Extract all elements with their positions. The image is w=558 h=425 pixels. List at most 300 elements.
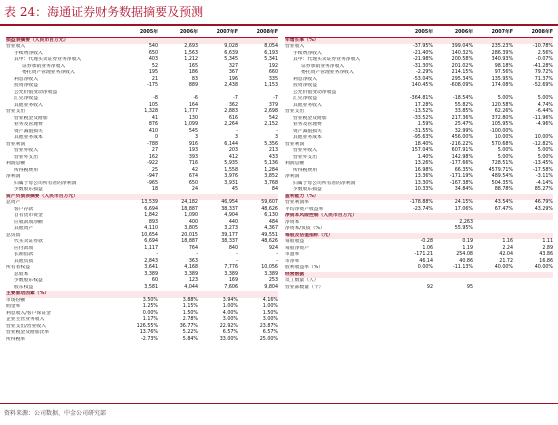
row-label: 自有货币资金 <box>14 213 43 218</box>
row-value: 52 <box>151 63 158 69</box>
row-value: -10.78% <box>532 44 553 49</box>
row-value: 1.16 <box>502 239 513 244</box>
row-label: 净资本 <box>285 219 300 225</box>
row-value: - <box>276 128 278 134</box>
row-value: 10.00% <box>534 135 553 140</box>
row-value: 3,976 <box>224 174 238 179</box>
row-label: 净利润 <box>285 174 300 179</box>
row-value: 253 <box>268 278 278 283</box>
column-header: 2006年 <box>179 30 198 35</box>
row-value: -4.14% <box>536 180 553 186</box>
row-value: 3,389 <box>264 271 278 277</box>
row-label: 每股及估值指标（元） <box>285 232 333 238</box>
row-label: 营业利润 <box>6 141 26 147</box>
row-value: 34.84% <box>454 187 473 192</box>
row-label: 其他业务成本 <box>14 135 43 140</box>
row-value: 162 <box>148 154 158 160</box>
row-value: 363 <box>188 258 198 264</box>
row-value: 42 <box>191 167 198 173</box>
row-value: -167.38% <box>449 180 473 186</box>
row-value: 1,090 <box>184 213 198 218</box>
row-label: 员工数量（人） <box>285 278 319 283</box>
row-value: -608.09% <box>449 83 473 88</box>
row-value: - <box>276 258 278 264</box>
row-value: 540 <box>148 44 158 49</box>
row-label: 总股本 <box>14 271 29 277</box>
row-value: 203 <box>228 148 238 153</box>
row-value: 0.00% <box>417 265 433 270</box>
row-value: 55.95% <box>454 226 473 231</box>
row-value: 1.00% <box>262 304 278 309</box>
row-value: 410 <box>148 128 158 134</box>
row-value: 1.50% <box>182 310 198 316</box>
row-label: 投资净收益 <box>293 83 317 88</box>
row-label: 企业主营业务收入 <box>6 317 45 322</box>
row-value: 33.85% <box>454 109 473 114</box>
row-value: 201.02% <box>451 63 473 69</box>
row-value: 1.25% <box>142 304 158 309</box>
row-value: 5,136 <box>264 161 278 166</box>
row-value: 367 <box>228 70 238 75</box>
row-value: -3.11% <box>536 174 553 179</box>
row-value: 1,842 <box>144 213 158 218</box>
row-value: 916 <box>188 141 198 147</box>
row-value: 16.86 <box>539 258 553 264</box>
row-value: -31.55% <box>412 128 433 134</box>
row-value: -23.74% <box>412 206 433 212</box>
row-value: 399.04% <box>451 44 473 49</box>
row-value: 1.00% <box>222 304 238 309</box>
row-value: 7,606 <box>224 284 238 290</box>
row-label: 利息净收入 <box>293 76 317 82</box>
row-label: 公允价值变动净收益 <box>14 89 58 95</box>
row-value: 372.80% <box>491 115 513 121</box>
row-value: 42.04 <box>499 252 513 257</box>
row-value: -922 <box>147 161 158 166</box>
row-value: 43.54% <box>494 200 513 205</box>
row-value: -788 <box>147 141 158 147</box>
row-value: 18,887 <box>181 239 198 244</box>
row-value: 4,904 <box>224 213 238 218</box>
row-value: 140.45% <box>411 83 433 88</box>
row-value: -0.07% <box>536 57 553 62</box>
row-value: 130 <box>188 115 198 121</box>
row-label: 资产减值损失 <box>293 128 322 134</box>
row-label: 所有者权益 <box>6 265 30 270</box>
row-value: 616 <box>228 115 238 121</box>
source-note: 资料来源：公司数据、中金公司研究部 <box>4 410 107 417</box>
table-header <box>285 30 553 38</box>
row-value: 3,931 <box>224 180 238 186</box>
row-value: 27 <box>151 148 158 153</box>
row-value: 2.89 <box>542 245 553 251</box>
row-value: -947 <box>147 174 158 179</box>
row-value: 4579.71% <box>488 167 513 173</box>
row-value: 3,581 <box>144 284 158 290</box>
row-value: -11.96% <box>532 115 553 121</box>
row-value: 142.98% <box>451 154 473 160</box>
row-value: 570.68% <box>491 141 513 147</box>
row-label: 营业收入 <box>285 44 305 49</box>
row-value: 105 <box>148 102 158 108</box>
row-value: 13.30% <box>414 180 433 186</box>
row-value: 10,056 <box>261 265 278 270</box>
row-label: 其他业务成本 <box>293 135 322 140</box>
row-value: 5,345 <box>224 57 238 62</box>
row-value: 5.22% <box>182 330 198 335</box>
row-value: 25.00% <box>259 336 278 342</box>
row-value: 174.08% <box>491 83 513 88</box>
row-value: -7 <box>273 96 278 101</box>
row-value: -178.88% <box>409 200 433 205</box>
row-value: 13.76% <box>139 330 158 335</box>
financial-summary-right-panel <box>285 30 553 291</box>
row-value: 876 <box>148 122 158 127</box>
row-value: 13,539 <box>141 200 158 205</box>
column-header: 2005年 <box>414 30 433 35</box>
row-value: -13.52% <box>412 109 433 114</box>
row-value: 24.15% <box>454 200 473 205</box>
row-label: 所得税费用 <box>14 167 38 173</box>
row-value: 2.56% <box>537 50 553 56</box>
row-value: 24,182 <box>181 200 198 205</box>
row-label: 主要驱动因素（%） <box>6 291 50 296</box>
row-value: 6,694 <box>144 239 158 244</box>
row-label: 平均净资产收益率 <box>285 206 324 212</box>
row-value: 6,144 <box>224 141 238 147</box>
row-value: 45 <box>231 187 238 192</box>
row-label: 营业外收入 <box>293 148 317 153</box>
row-value: 186 <box>188 70 198 75</box>
row-value: 169 <box>228 278 238 283</box>
row-label: 净资本/负债（%） <box>285 226 325 231</box>
bottom-divider <box>0 403 558 404</box>
row-label: 业务及管理费 <box>14 122 43 127</box>
row-value: 192 <box>268 63 278 69</box>
row-value: 3,852 <box>264 174 278 179</box>
row-value: 3.00% <box>262 317 278 322</box>
row-value: 214.15% <box>451 70 473 75</box>
row-value: 2,693 <box>184 44 198 49</box>
row-value: 16.98% <box>414 167 433 173</box>
row-label: 营业收入 <box>6 44 26 49</box>
row-value: 18 <box>151 187 158 192</box>
row-label: 经营数据 <box>285 271 305 277</box>
row-label: 盈利能力（%） <box>285 193 319 199</box>
row-value: 49,551 <box>261 232 278 238</box>
row-value: 660 <box>268 70 278 75</box>
row-value: -37.95% <box>412 44 433 49</box>
row-value: 88.78% <box>494 187 513 192</box>
row-value: 3,768 <box>264 180 278 186</box>
row-label: 营业支出 <box>285 109 305 114</box>
row-value: 5.84% <box>182 336 198 342</box>
row-value: 41 <box>151 115 158 121</box>
row-value: 5,935 <box>224 161 238 166</box>
row-value: 10.33% <box>414 187 433 192</box>
row-value: 3.50% <box>142 297 158 303</box>
row-label: 净资本风险控制（人民币百万元） <box>285 213 357 218</box>
row-value: 4,044 <box>184 284 198 290</box>
top-divider <box>0 24 558 26</box>
row-value: 1.40% <box>417 154 433 160</box>
row-label: 应付款项 <box>14 245 34 251</box>
row-value: 1,284 <box>264 167 278 173</box>
row-value: 6.57% <box>222 330 238 335</box>
row-label: 业务及管理费 <box>293 122 322 127</box>
row-label: 委托资产管理业务净收入 <box>22 70 75 75</box>
row-value: 650 <box>188 180 198 186</box>
row-label: 手续费净收入 <box>293 50 322 56</box>
row-value: -18.54% <box>452 96 473 101</box>
row-label: 所得税费用 <box>293 167 317 173</box>
row-value: 25.47% <box>454 122 473 127</box>
row-value: 5,341 <box>264 57 278 62</box>
row-value: -965 <box>147 180 158 186</box>
row-value: 4.74% <box>537 102 553 108</box>
row-value: 504.35% <box>491 180 513 186</box>
row-value: 105.95% <box>491 122 513 127</box>
row-label: 资产负债表摘要（人民币百万元） <box>6 193 78 199</box>
row-value: -216.22% <box>449 141 473 147</box>
row-label: 利润总额 <box>6 161 26 166</box>
row-value: 254.08 <box>456 252 473 257</box>
row-value: 1,117 <box>144 245 158 251</box>
row-value: 46,954 <box>221 200 238 205</box>
row-value: 340.93% <box>491 57 513 62</box>
row-value: 126.55% <box>136 323 158 329</box>
row-value: -7 <box>233 96 238 101</box>
column-header: 2007年F <box>216 30 238 35</box>
row-label: 手续费净收入 <box>14 50 43 56</box>
row-value: 48,626 <box>261 206 278 212</box>
row-value: 84 <box>271 187 278 192</box>
row-value: 3,389 <box>144 271 158 277</box>
row-value: 38,337 <box>221 239 238 244</box>
row-value: 25 <box>151 167 158 173</box>
row-value: -11.13% <box>452 265 473 270</box>
row-value: -0.28 <box>420 239 433 244</box>
row-value: 18,887 <box>181 206 198 212</box>
row-value: 60 <box>151 278 158 283</box>
row-label: 佣金率 <box>6 304 21 309</box>
row-value: 22.92% <box>219 323 238 329</box>
row-label: 营业外收入 <box>14 148 38 153</box>
row-value: 286.39% <box>491 50 513 56</box>
row-value: -6 <box>193 96 198 101</box>
row-value: 2,263 <box>459 219 473 225</box>
row-value: 1,777 <box>184 109 198 114</box>
row-value: 165 <box>188 63 198 69</box>
row-value: 400 <box>188 219 198 225</box>
row-value: 5.00% <box>537 96 553 101</box>
row-value: 55.82% <box>454 102 473 108</box>
row-value: 5.00% <box>537 148 553 153</box>
row-value: 3 <box>194 135 198 140</box>
row-label: 市盈率 <box>285 252 300 257</box>
row-value: 5,356 <box>264 141 278 147</box>
row-value: -4.96% <box>536 122 553 127</box>
row-value: -175 <box>147 83 158 88</box>
row-value: 924 <box>268 245 278 251</box>
row-value: -53.04% <box>412 76 433 82</box>
row-label: 营业利润率 <box>285 200 309 205</box>
table-row <box>285 285 553 292</box>
row-value: 542 <box>268 115 278 121</box>
row-value: 9,028 <box>224 44 238 49</box>
row-label: 营业税金及附加 <box>14 115 48 121</box>
row-value: 716 <box>188 161 198 166</box>
row-value: 43.29% <box>534 206 553 212</box>
row-value: 3.94% <box>222 297 238 303</box>
row-value: 403 <box>148 57 158 62</box>
row-value: 2,883 <box>224 109 238 114</box>
row-label: 营业利润 <box>285 141 305 147</box>
row-value: 1.11 <box>542 239 553 244</box>
row-label: 代买卖证券款 <box>14 239 43 244</box>
row-label: 归属于母公司所有者的净利润 <box>293 180 356 186</box>
row-value: 674 <box>188 174 198 179</box>
row-value: 456.00% <box>451 135 473 140</box>
row-value: 200.58% <box>451 57 473 62</box>
row-value: 6,639 <box>224 50 238 56</box>
row-label: 少数股东损益 <box>14 187 43 192</box>
row-label: 少数股东损益 <box>293 187 322 192</box>
row-value: - <box>236 252 238 257</box>
row-value: 39,177 <box>221 232 238 238</box>
row-value: -171.19% <box>449 174 473 179</box>
row-value: 1,558 <box>224 167 238 173</box>
row-value: 43.86 <box>539 252 553 257</box>
row-label: 营业支出 <box>6 109 26 114</box>
row-value: 217.36% <box>451 115 473 121</box>
row-value: 48,626 <box>261 239 278 244</box>
row-value: 95 <box>466 284 473 290</box>
row-value: 13.36% <box>414 174 433 179</box>
row-value: 71.37% <box>534 76 553 82</box>
row-value: 6,193 <box>264 50 278 56</box>
financial-summary-left-panel <box>6 30 278 343</box>
row-label: 委托资产管理业务净收入 <box>301 70 354 75</box>
row-label: 其中：代理买卖证券业务净收入 <box>14 57 82 62</box>
row-value: 32.99% <box>454 128 473 134</box>
row-value: 6.57% <box>262 330 278 335</box>
row-label: 长期借款 <box>14 252 34 257</box>
row-label: 利息收入/客户保证金 <box>6 310 51 316</box>
row-label: 营业支出/营业收入 <box>6 323 46 329</box>
row-value: -13.45% <box>532 161 553 166</box>
row-value: 46.79% <box>534 200 553 205</box>
row-value: 362 <box>228 102 238 108</box>
row-label: 汇兑净收益 <box>14 96 38 101</box>
row-label: 其中：代理买卖证券业务净收入 <box>293 57 361 62</box>
row-value: 545 <box>188 128 198 134</box>
row-value: 98.18% <box>494 63 513 69</box>
row-value: 379 <box>268 102 278 108</box>
column-header: 2007年F <box>491 30 513 35</box>
row-value: 33.00% <box>219 336 238 342</box>
row-value: 5.00% <box>497 154 513 160</box>
row-value: 135.95% <box>491 76 513 82</box>
row-value: 327 <box>228 63 238 69</box>
row-value <box>473 285 513 292</box>
row-value: 650 <box>148 50 158 56</box>
row-label: 市场份额 <box>6 297 26 303</box>
row-value: - <box>156 252 158 257</box>
row-value: 24 <box>191 187 198 192</box>
row-value: 67.47% <box>494 206 513 212</box>
row-value: 97.56% <box>494 70 513 75</box>
header-spacer <box>285 30 393 37</box>
page-title: 表 24：海通证券财务数据摘要及预测 <box>4 5 204 19</box>
row-value: 2,264 <box>224 122 238 127</box>
row-label: 公允价值变动净收益 <box>293 89 337 95</box>
row-value: 20,015 <box>181 232 198 238</box>
row-value: -8 <box>153 96 158 101</box>
row-value: 164 <box>188 102 198 108</box>
row-label: 总资产 <box>6 200 21 205</box>
row-value: 92 <box>426 284 433 290</box>
row-value: 196 <box>228 76 238 82</box>
row-value: 4.16% <box>262 297 278 303</box>
row-value: 85.27% <box>534 187 553 192</box>
row-value: -52.69% <box>532 83 553 88</box>
row-value: - <box>236 128 238 134</box>
row-value: 40.00% <box>534 265 553 270</box>
row-value: 66.35% <box>454 167 473 173</box>
row-value: 3,273 <box>224 226 238 231</box>
row-label: 净利润 <box>6 174 21 179</box>
row-label: 其他业务收入 <box>293 102 322 108</box>
row-value: 2,438 <box>224 83 238 88</box>
row-value: 3,389 <box>184 271 198 277</box>
row-value: 5.00% <box>497 148 513 153</box>
table-header <box>6 30 278 38</box>
row-value: 17.28% <box>414 102 433 108</box>
row-value: -100.00% <box>489 128 513 134</box>
row-value: 412 <box>228 154 238 160</box>
row-value: 59,607 <box>261 200 278 205</box>
column-header: 2006年 <box>454 30 473 35</box>
row-value: 1,328 <box>144 109 158 114</box>
row-value: 335 <box>268 76 278 82</box>
row-value: 1,212 <box>184 57 198 62</box>
row-value: -171.21 <box>414 252 433 257</box>
row-value: -177.66% <box>449 161 473 166</box>
row-value: 21.72 <box>499 258 513 264</box>
row-value: 79.72% <box>534 70 553 75</box>
row-value: 4.00% <box>222 310 238 316</box>
row-value: 889 <box>188 83 198 88</box>
row-value: 607.91% <box>451 148 473 153</box>
row-value: 1,099 <box>184 122 198 127</box>
row-value: 489.54% <box>491 174 513 179</box>
row-value: -21.40% <box>412 50 433 56</box>
row-value: -33.52% <box>412 115 433 121</box>
row-value: 5.00% <box>537 154 553 160</box>
row-value: 1.15% <box>182 304 198 309</box>
row-value: 3 <box>234 135 238 140</box>
row-value: 38,337 <box>221 206 238 212</box>
row-value: 123 <box>188 278 198 283</box>
row-label: 营业外支出 <box>293 154 317 160</box>
row-value: 3.00% <box>222 317 238 322</box>
row-value: 140.32% <box>451 50 473 56</box>
row-value: 2,152 <box>264 122 278 127</box>
row-value: -364.81% <box>409 96 433 101</box>
row-value: 1,153 <box>264 83 278 88</box>
row-value: 40.86 <box>459 258 473 264</box>
